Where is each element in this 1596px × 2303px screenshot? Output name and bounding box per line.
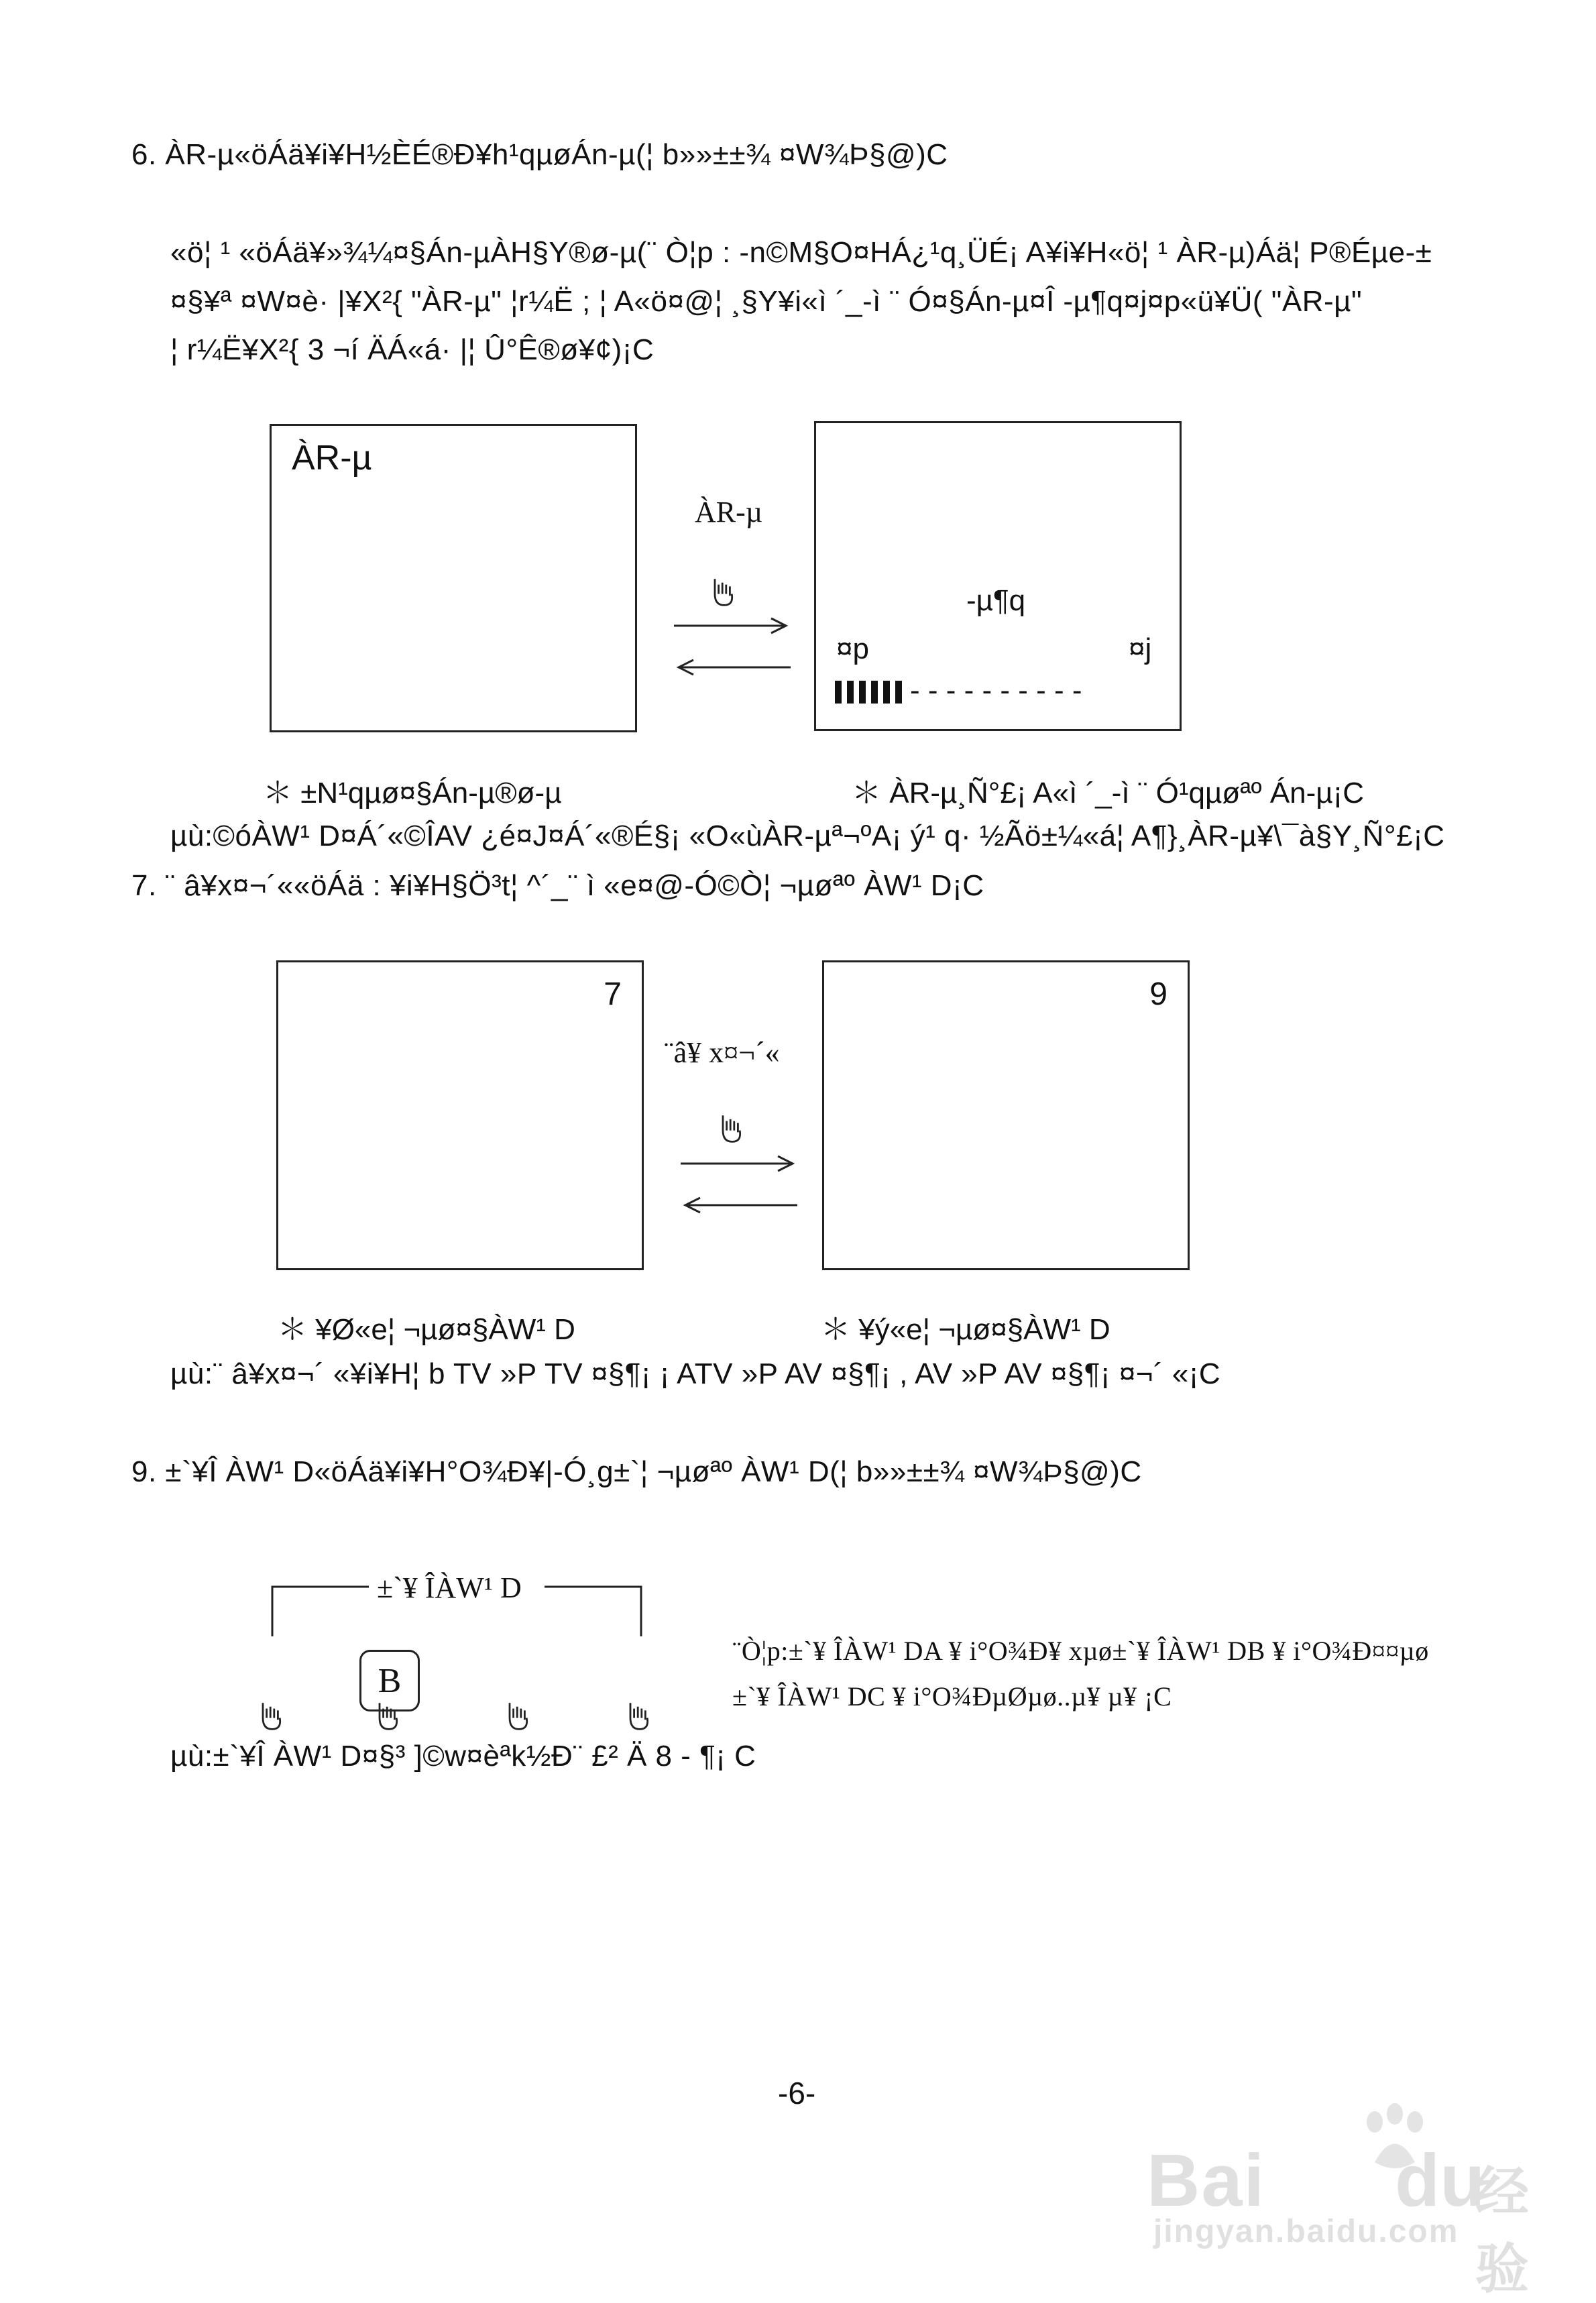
mute-indicator-text: ÀR-µ bbox=[292, 439, 372, 478]
swap-arrow-label: ¨â¥ x¤¬´« bbox=[664, 1036, 780, 1069]
watermark-url: jingyan.baidu.com bbox=[1153, 2214, 1459, 2249]
watermark-service: 经验 bbox=[1475, 2162, 1529, 2299]
baidu-watermark bbox=[1140, 2106, 1569, 2299]
section6-para-line2: ¤§¥ª ¤W¤è· |¥X²{ "ÀR-µ" ¦r¼Ë ; ¦ A«ö¤@¦ ¸§Y¥i«ì ´_-ì ¨ Ó¤§Án-µ¤Î -µ¶q¤j¤p«ü¥Ü( "ÀR-µ" bbox=[170, 285, 1363, 318]
volume-screen-box bbox=[814, 421, 1182, 731]
right-arrow-icon bbox=[677, 1154, 798, 1174]
current-channel-number: 7 bbox=[604, 976, 622, 1012]
pointing-hand-icon bbox=[621, 1695, 659, 1733]
section6-note: µù:©óÀW¹ D¤Á´«©ÎAV ¿é¤J¤Á´«®É§¡ «O«ùÀR-µª¬ºA¡ ý¹ q· ½Ãö±¼«á¦ A¶}¸ÀR-µ¥\¯à§Y¸Ñ°£¡C bbox=[170, 820, 1445, 852]
pointing-hand-icon bbox=[705, 571, 743, 609]
volume-label: -µ¶q bbox=[966, 584, 1026, 617]
volume-segment bbox=[895, 681, 902, 704]
pointing-hand-icon bbox=[714, 1108, 751, 1145]
favorite-button-b[interactable]: B bbox=[359, 1650, 420, 1711]
section9-side-note-line2: ±`¥ ÎÀW¹ DC ¥ i°O¾ÐµØµø..µ¥ µ¥ ¡C bbox=[732, 1681, 1172, 1711]
pointing-hand-icon bbox=[500, 1695, 538, 1733]
pointing-hand-icon bbox=[253, 1695, 291, 1733]
section6-caption-left: ＊ ±N¹qµø¤§Án-µ®ø-µ bbox=[263, 777, 562, 809]
volume-bar bbox=[835, 674, 1163, 707]
section7-caption-left: ＊ ¥Ø«e¦ ¬µø¤§ÀW¹ D bbox=[278, 1313, 575, 1346]
section7-caption-right: ＊ ¥ý«e¦ ¬µø¤§ÀW¹ D bbox=[821, 1313, 1110, 1346]
volume-bar-empty: - - - - - - - - - - bbox=[910, 674, 1082, 707]
previous-channel-number: 9 bbox=[1149, 976, 1167, 1012]
section6-para-line1: «ö¦ ¹ «öÁä¥»¾¼¤§Án-µÀH§Y®ø-µ(¨ Ò¦p : -n©M§O¤HÁ¿¹q¸ÜÉ¡ A¥i¥H«ö¦ ¹ ÀR-µ)Áä¦ P®Éµe-± bbox=[170, 236, 1432, 269]
volume-segment bbox=[883, 681, 890, 704]
previous-channel-box bbox=[822, 960, 1190, 1270]
section6-heading: 6. ÀR-µ«öÁä¥i¥H½ÈÉ®Ð¥h¹qµøÁn-µ(¦ b»»±±¾ ¤W¾Þ§@)C bbox=[131, 138, 948, 171]
section7-heading: 7. ¨ â¥x¤¬´««öÁä : ¥i¥H§Ö³t¦ ^´_¨ ì «e¤@-Ó©Ò¦ ¬µøªº ÀW¹ D¡C bbox=[131, 869, 984, 902]
section6-caption-right: ＊ ÀR-µ¸Ñ°£¡ A«ì ´_-ì ¨ Ó¹qµøªº Án-µ¡C bbox=[852, 777, 1365, 809]
pointing-hand-icon bbox=[370, 1695, 408, 1733]
volume-bar-fill bbox=[835, 681, 902, 704]
left-arrow-icon bbox=[680, 1195, 801, 1215]
volume-segment bbox=[871, 681, 878, 704]
mute-screen-box bbox=[270, 424, 637, 732]
section9-side-note-line1: ¨Ò¦p:±`¥ ÎÀW¹ DA ¥ i°O¾Ð¥ xµø±`¥ ÎÀW¹ DB ¥ i°O¾Ð¤¤µø bbox=[732, 1636, 1429, 1666]
right-arrow-icon bbox=[671, 616, 791, 636]
left-arrow-icon bbox=[673, 657, 794, 677]
page-number: -6- bbox=[778, 2076, 816, 2111]
watermark-brand-2: du bbox=[1395, 2139, 1485, 2222]
current-channel-box bbox=[276, 960, 644, 1270]
favorite-channel-label: ±`¥ ÎÀW¹ D bbox=[373, 1571, 526, 1605]
volume-segment bbox=[835, 681, 842, 704]
section6-para-line3: ¦ r¼Ë¥X²{ 3 ¬í ÄÁ«á· |¦ Û°Ê®ø¥¢)¡C bbox=[170, 333, 654, 366]
section7-note: µù:¨ â¥x¤¬´ «¥i¥H¦ b TV »P TV ¤§¶¡ ¡ ATV »P AV ¤§¶¡ , AV »P AV ¤§¶¡ ¤¬´ «¡C bbox=[170, 1357, 1221, 1390]
section9-heading: 9. ±`¥Î ÀW¹ D«öÁä¥i¥H°O¾Ð¥|-Ó¸g±`¦ ¬µøªº ÀW¹ D(¦ b»»±±¾ ¤W¾Þ§@)C bbox=[131, 1455, 1142, 1488]
volume-min-label: ¤p bbox=[836, 632, 869, 665]
volume-max-label: ¤j bbox=[1129, 632, 1152, 665]
section9-note: µù:±`¥Î ÀW¹ D¤§³ ]©w¤èªk½Ð¨ £² Ä 8 - ¶¡ C bbox=[170, 1740, 756, 1773]
volume-segment bbox=[859, 681, 866, 704]
volume-segment bbox=[847, 681, 854, 704]
mute-arrow-label: ÀR-µ bbox=[695, 496, 763, 528]
watermark-brand: Bai bbox=[1147, 2139, 1266, 2222]
